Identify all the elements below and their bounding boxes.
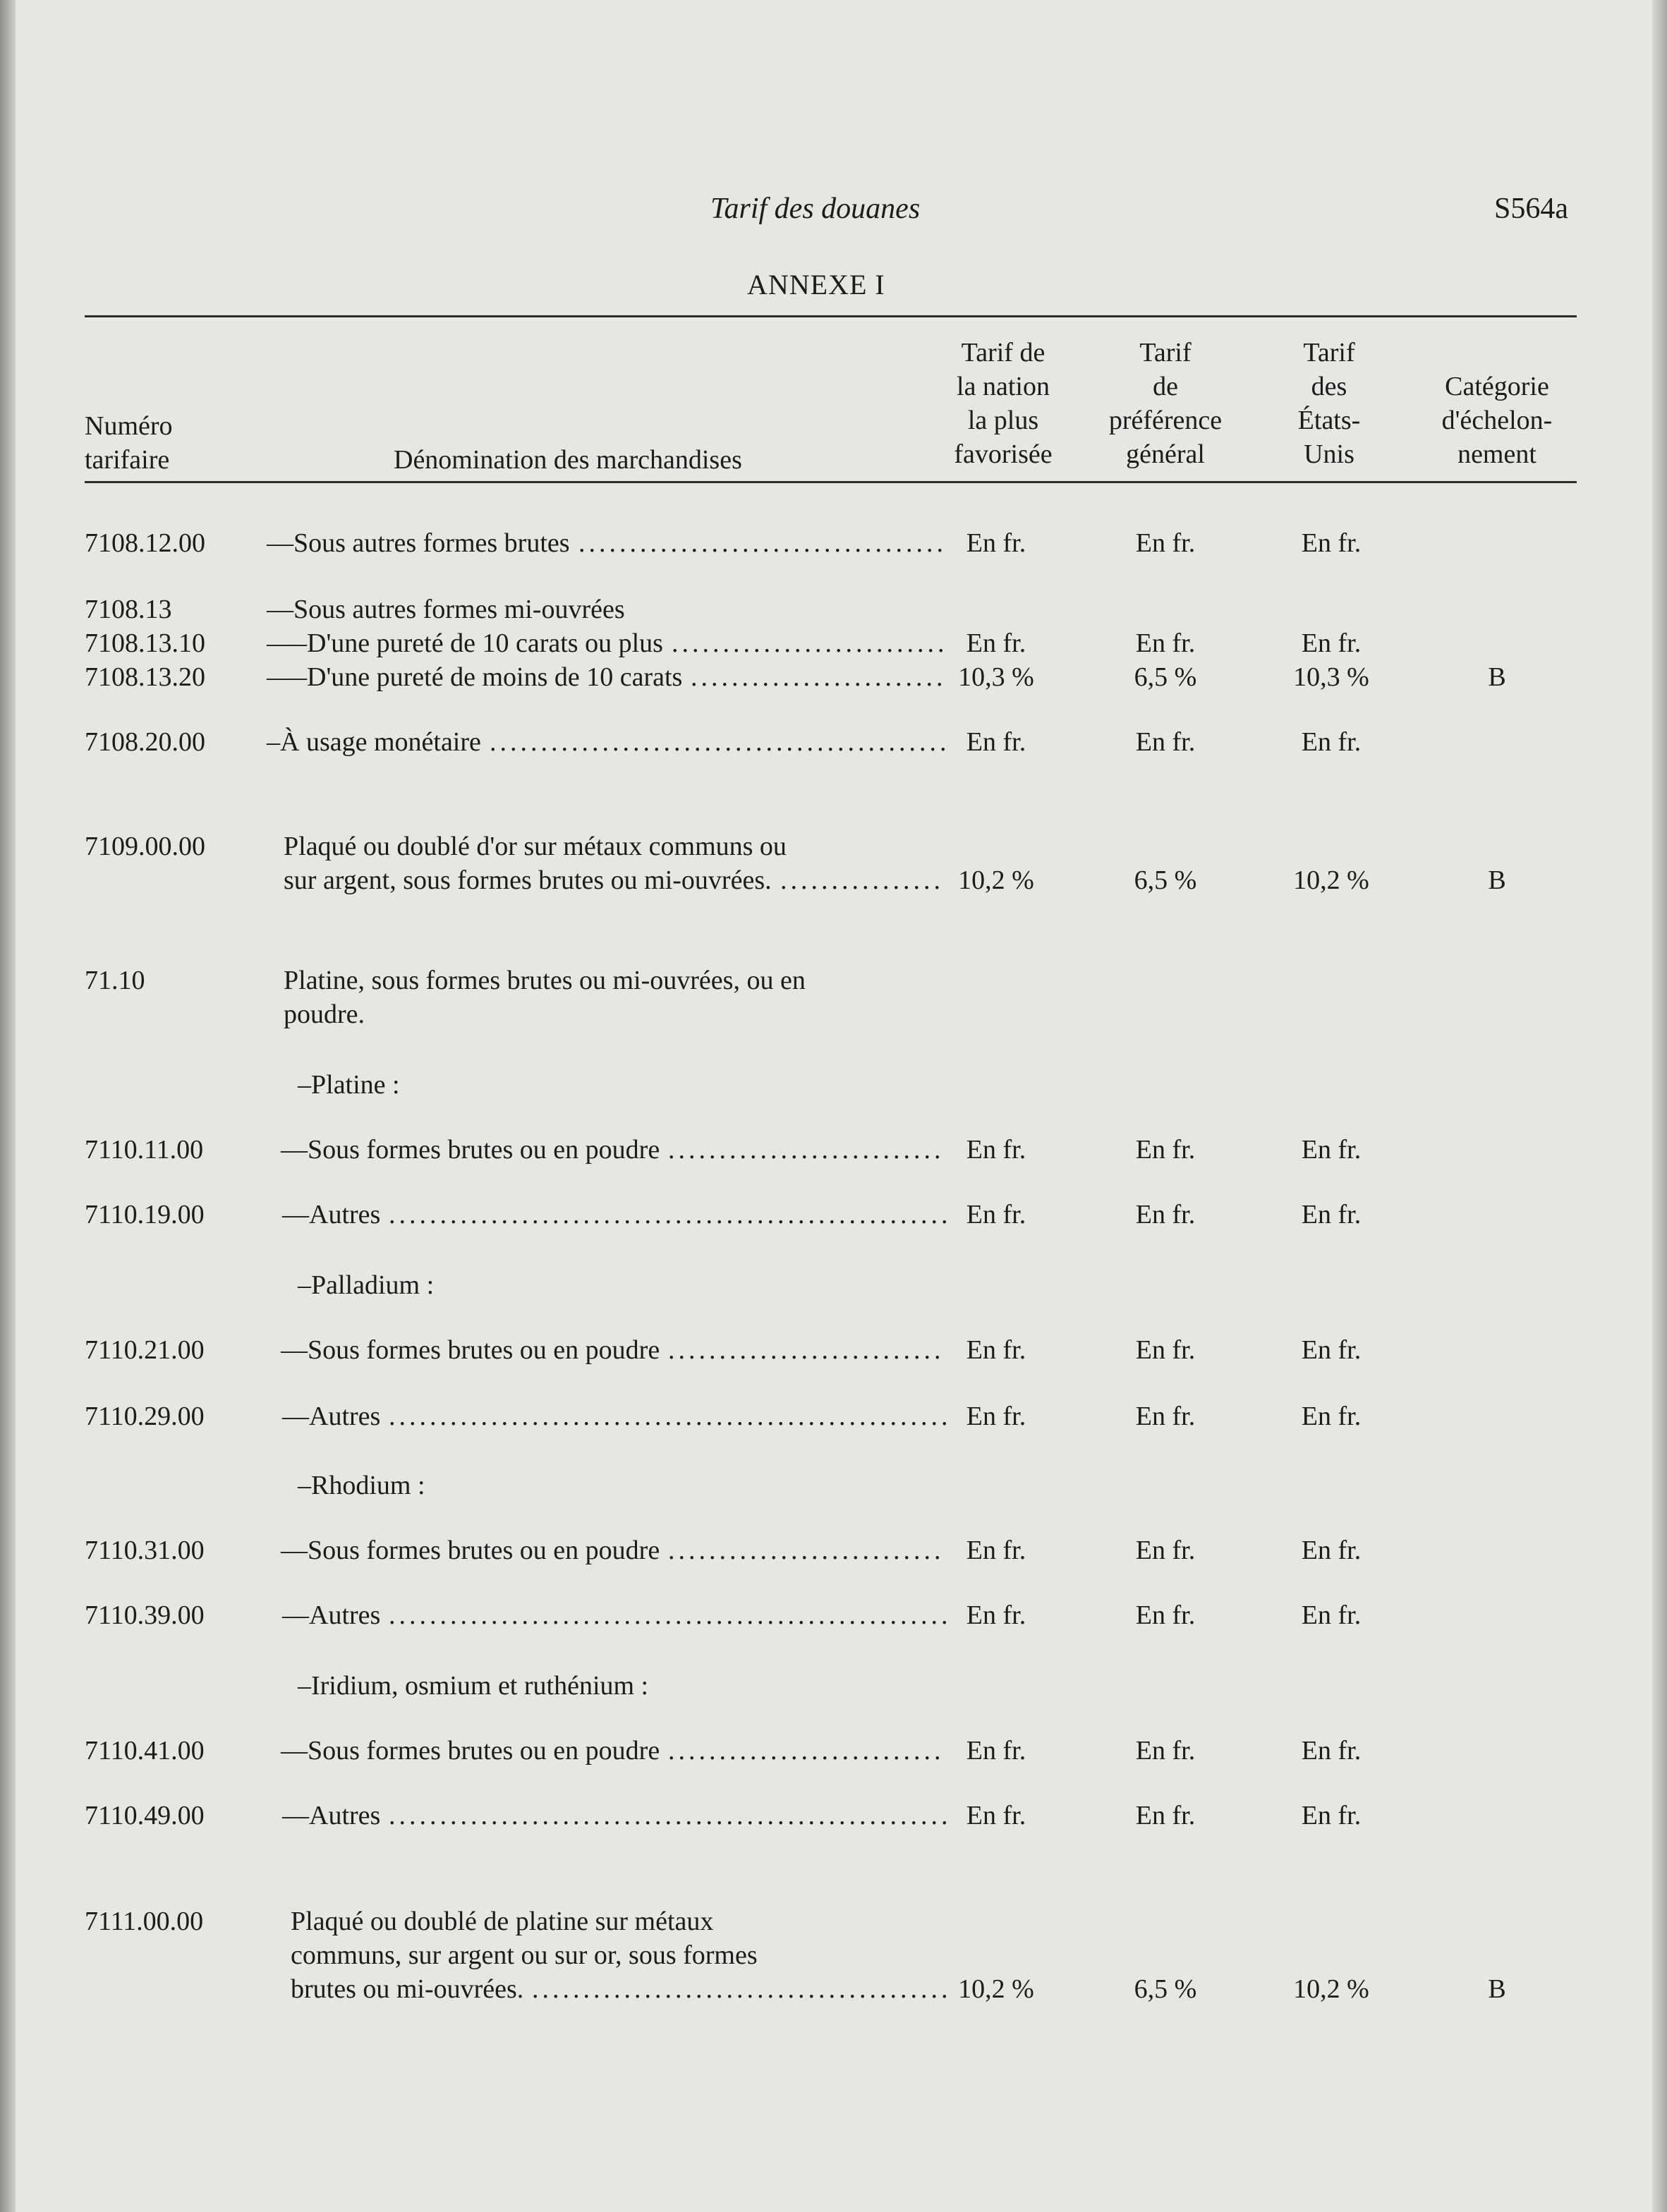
rate-usa: 10,3 %: [1293, 662, 1369, 692]
rate-usa: En fr.: [1301, 1536, 1362, 1565]
rate-gpt: En fr.: [1135, 1335, 1196, 1365]
rate-gpt: En fr.: [1135, 1200, 1196, 1229]
tariff-number: 7108.12.00: [85, 528, 205, 558]
rate-gpt: En fr.: [1135, 1536, 1196, 1565]
tariff-number: 7109.00.00: [85, 832, 205, 861]
rate-mfn: En fr.: [966, 1600, 1026, 1630]
tariff-number: 7110.11.00: [85, 1135, 204, 1165]
goods-description: Plaqué ou doublé de platine sur métaux: [291, 1907, 714, 1936]
rate-mfn: En fr.: [966, 1200, 1026, 1229]
tariff-number: 7110.19.00: [85, 1200, 205, 1229]
rate-gpt: 6,5 %: [1134, 1974, 1197, 2004]
dot-leader: ...........................: [668, 1536, 945, 1565]
goods-description: ––Sous autres formes brutes: [267, 528, 570, 558]
document-page: [16, 0, 1652, 2212]
goods-description: ––Autres: [282, 1801, 381, 1830]
table-header-rule: [85, 481, 1577, 483]
goods-description: –Iridium, osmium et ruthénium :: [298, 1671, 649, 1701]
dot-leader: ................: [780, 865, 944, 895]
rate-gpt: En fr.: [1135, 1736, 1196, 1766]
rate-usa: En fr.: [1301, 1200, 1362, 1229]
dot-leader: ...........................: [668, 1135, 945, 1165]
table-top-rule: [85, 315, 1577, 317]
rate-gpt: En fr.: [1135, 1135, 1196, 1165]
rate-mfn: En fr.: [966, 1402, 1026, 1431]
goods-description: ––Autres: [282, 1402, 381, 1431]
goods-description: –––D'une pureté de moins de 10 carats: [267, 662, 683, 692]
rate-usa: En fr.: [1301, 1335, 1362, 1365]
tariff-number: 7110.41.00: [85, 1736, 205, 1766]
rate-usa: En fr.: [1301, 628, 1362, 658]
dot-leader: .......................................................: [389, 1200, 952, 1229]
dot-leader: ....................................: [578, 528, 947, 558]
goods-description: Platine, sous formes brutes ou mi-ouvrées, ou en: [284, 966, 806, 995]
goods-description: –Platine :: [298, 1070, 400, 1100]
rate-mfn: 10,2 %: [958, 1974, 1034, 2004]
page-edge-shadow: [1652, 0, 1667, 2212]
dot-leader: .........................: [691, 662, 947, 692]
rate-gpt: 6,5 %: [1134, 865, 1197, 895]
rate-usa: En fr.: [1301, 1801, 1362, 1830]
staging-category: B: [1488, 662, 1506, 692]
tariff-number: 7108.13: [85, 595, 172, 624]
tariff-number: 71.10: [85, 966, 145, 995]
rate-usa: 10,2 %: [1293, 1974, 1369, 2004]
dot-leader: .......................................................: [389, 1801, 952, 1830]
rate-usa: 10,2 %: [1293, 865, 1369, 895]
rate-gpt: En fr.: [1135, 727, 1196, 757]
goods-description: Plaqué ou doublé d'or sur métaux communs ou: [284, 832, 787, 861]
tariff-number: 7110.39.00: [85, 1600, 205, 1630]
staging-category: B: [1488, 865, 1506, 895]
tariff-number: 7108.13.10: [85, 628, 205, 658]
goods-description: ––Autres: [282, 1600, 381, 1630]
rate-usa: En fr.: [1301, 1402, 1362, 1431]
dot-leader: .......................................................: [389, 1402, 952, 1431]
tariff-number: 7110.31.00: [85, 1536, 205, 1565]
goods-description: communs, sur argent ou sur or, sous formes: [291, 1940, 758, 1970]
goods-description: ––Sous autres formes mi-ouvrées: [267, 595, 625, 624]
rate-usa: En fr.: [1301, 1135, 1362, 1165]
rate-mfn: En fr.: [966, 528, 1026, 558]
col-header-tariff-number: Numéro tarifaire: [85, 411, 173, 475]
dot-leader: .......................................................: [389, 1600, 952, 1630]
goods-description: ––Sous formes brutes ou en poudre: [281, 1335, 660, 1365]
page-binding-shadow: [0, 0, 16, 2212]
tariff-number: 7110.21.00: [85, 1335, 205, 1365]
tariff-number: 7108.20.00: [85, 727, 205, 757]
rate-usa: En fr.: [1301, 1736, 1362, 1766]
col-header-staging: Catégorie d'échelon- nement: [1441, 372, 1553, 469]
rate-mfn: En fr.: [966, 1801, 1026, 1830]
rate-mfn: En fr.: [966, 1335, 1026, 1365]
goods-description: sur argent, sous formes brutes ou mi-ouvrées.: [284, 865, 772, 895]
goods-description: –Rhodium :: [298, 1471, 425, 1500]
dot-leader: ...........................: [672, 628, 948, 658]
goods-description: –––D'une pureté de 10 carats ou plus: [267, 628, 663, 658]
col-header-usa: Tarif des États- Unis: [1297, 338, 1361, 469]
rate-gpt: En fr.: [1135, 1801, 1196, 1830]
page-reference: S564a: [1494, 193, 1568, 225]
rate-mfn: 10,3 %: [958, 662, 1034, 692]
rate-mfn: En fr.: [966, 727, 1026, 757]
goods-description: ––Sous formes brutes ou en poudre: [281, 1536, 660, 1565]
rate-mfn: En fr.: [966, 1135, 1026, 1165]
rate-usa: En fr.: [1301, 1600, 1362, 1630]
rate-mfn: En fr.: [966, 1736, 1026, 1766]
dot-leader: .........................................: [532, 1974, 952, 2004]
rate-gpt: En fr.: [1135, 628, 1196, 658]
rate-mfn: En fr.: [966, 1536, 1026, 1565]
col-header-mfn: Tarif de la nation la plus favorisée: [954, 338, 1053, 469]
tariff-number: 7110.49.00: [85, 1801, 205, 1830]
rate-mfn: 10,2 %: [958, 865, 1034, 895]
dot-leader: .............................................: [490, 727, 950, 757]
col-header-gpt: Tarif de préférence général: [1108, 338, 1223, 469]
rate-gpt: En fr.: [1135, 1402, 1196, 1431]
tariff-number: 7108.13.20: [85, 662, 205, 692]
dot-leader: ...........................: [668, 1335, 945, 1365]
annex-heading: ANNEXE I: [747, 269, 885, 300]
goods-description: –À usage monétaire: [267, 727, 481, 757]
rate-gpt: 6,5 %: [1134, 662, 1197, 692]
rate-mfn: En fr.: [966, 628, 1026, 658]
goods-description: ––Sous formes brutes ou en poudre: [281, 1736, 660, 1766]
goods-description: ––Autres: [282, 1200, 381, 1229]
rate-usa: En fr.: [1301, 528, 1362, 558]
tariff-number: 7111.00.00: [85, 1907, 204, 1936]
goods-description: –Palladium :: [298, 1270, 435, 1300]
goods-description: poudre.: [284, 999, 365, 1029]
rate-gpt: En fr.: [1135, 528, 1196, 558]
running-title: Tarif des douanes: [710, 193, 921, 225]
tariff-number: 7110.29.00: [85, 1402, 205, 1431]
rate-gpt: En fr.: [1135, 1600, 1196, 1630]
goods-description: brutes ou mi-ouvrées.: [291, 1974, 524, 2004]
rate-usa: En fr.: [1301, 727, 1362, 757]
staging-category: B: [1488, 1974, 1506, 2004]
goods-description: ––Sous formes brutes ou en poudre: [281, 1135, 660, 1165]
dot-leader: ...........................: [668, 1736, 945, 1766]
col-header-description: Dénomination des marchandises: [394, 445, 742, 475]
